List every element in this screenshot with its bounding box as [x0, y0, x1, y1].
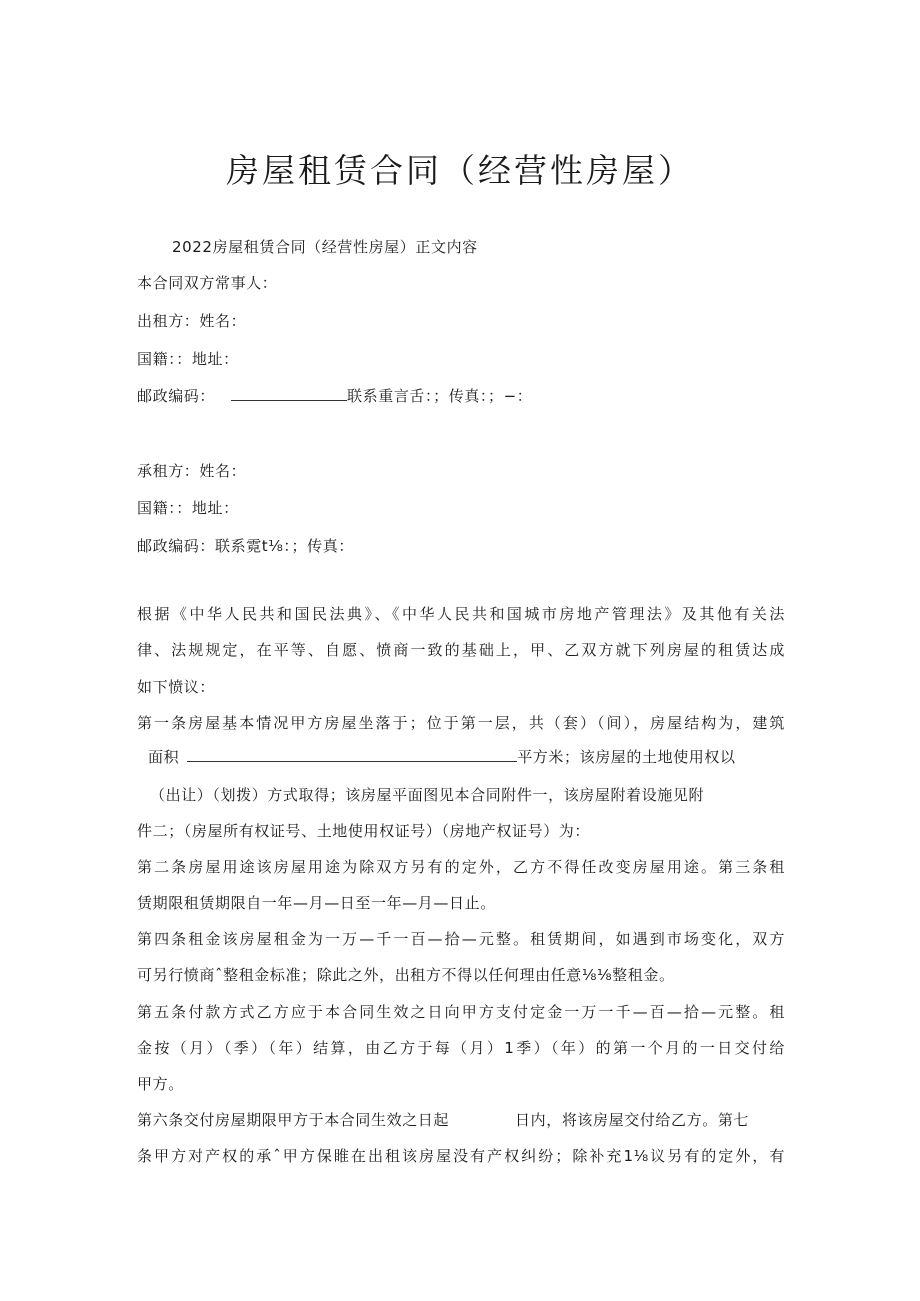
basis-line-2: 律、法规规定，在平等、自愿、愤商一致的基础上，甲、乙双方就下列房屋的租赁达成	[137, 641, 785, 659]
article-5-line-1: 第五条付款方式乙方应于本合同生效之日向甲方支付定金一万一千—百—拾—元整。租	[137, 1003, 785, 1021]
basis-line-3: 如下愤议：	[137, 678, 216, 696]
article-4-line-2: 可另行愤商ˆ整租金标准；除此之外，出租方不得以任何理由任意⅛⅛整租金。	[137, 966, 675, 984]
article-6-line-1	[137, 1109, 749, 1131]
article-1-line-2	[148, 746, 736, 768]
article-1-line-3: （出让）（划拨）方式取得；该房屋平面图见本合同附件一，该房屋附着设施见附	[150, 786, 705, 804]
lessor-postcode-label: 邮政编码：	[137, 387, 216, 405]
article-4-line-1: 第四条租金该房屋租金为一万—千一百—拾—元整。租赁期间，如遇到市场变化，双方	[137, 930, 785, 948]
article-5-line-2: 金按（月）（季）（年）结算，由乙方于每（月）1季）（年）的第一个月的一日交付给	[137, 1039, 785, 1057]
area-blank	[187, 747, 517, 762]
article-1-line-4: 件二；（房屋所有权证号、土地使用权证号）（房地产权证号）为：	[137, 822, 591, 840]
article-7-line-2: 条甲方对产权的承ˆ甲方保睢在出租该房屋没有产权纠纷；除补充1⅛议另有的定外，有	[137, 1147, 785, 1165]
basis-line-1: 根据《中华人民共和国民法典》、《中华人民共和国城市房地产管理法》及其他有关法	[137, 605, 785, 623]
lessee-name-line: 承租方：姓名：	[137, 462, 247, 480]
article-3-line-2: 赁期限租赁期限自一年—月—日至一年—月—日止。	[137, 894, 496, 912]
lessor-contact-line: 联系重言舌：；传真：；−：	[347, 387, 533, 405]
lessee-nationality-line: 国籍：：地址：	[137, 499, 239, 517]
postcode-blank	[231, 386, 347, 401]
document-title: 房屋租赁合同（经营性房屋）	[226, 151, 694, 190]
lessee-contact-line: 邮政编码：联系霓t⅛：；传真：	[137, 537, 354, 555]
document-subtitle: 2022房屋租赁合同（经营性房屋）正文内容	[172, 238, 478, 256]
area-unit: 平方米；该房屋的土地使用权以	[517, 748, 736, 766]
article-5-line-3: 甲方。	[137, 1075, 184, 1093]
delivery-suffix: 日内，将该房屋交付给乙方。第七	[515, 1111, 750, 1129]
article-2-line-1: 第二条房屋用途该房屋用途为除双方另有的定外，乙方不得任改变房屋用途。第三条租	[137, 858, 785, 876]
parties-intro: 本合同双方常事人：	[137, 274, 278, 292]
lessor-contact-row	[137, 385, 532, 407]
delivery-prefix: 第六条交付房屋期限甲方于本合同生效之日起	[137, 1111, 450, 1129]
article-1-line-1: 第一条房屋基本情况甲方房屋坐落于；位于第一层，共（套）（间），房屋结构为，建筑	[137, 714, 785, 732]
lessor-name-line: 出租方：姓名：	[137, 312, 247, 330]
lessor-nationality-line: 国籍：：地址：	[137, 350, 239, 368]
area-label: 面积	[148, 748, 180, 766]
